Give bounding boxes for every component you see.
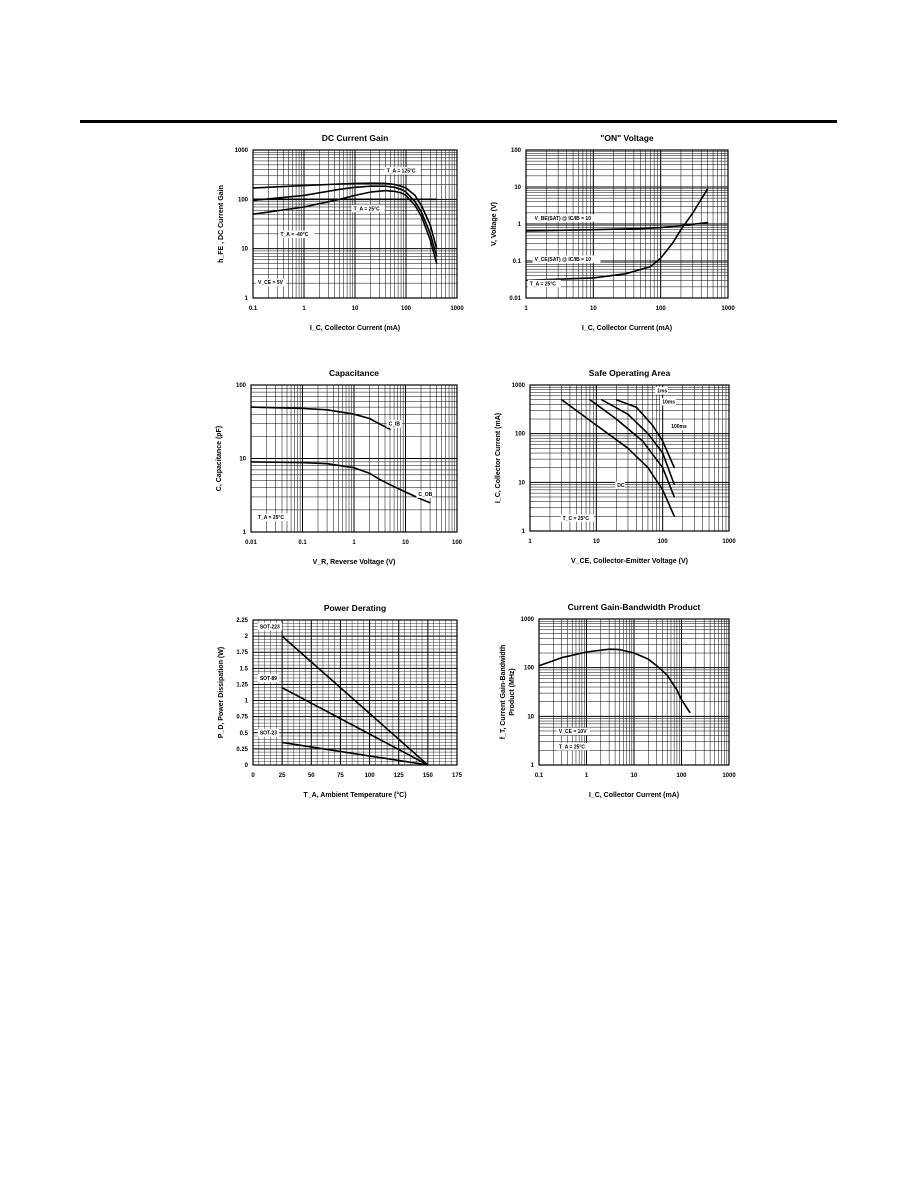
capacitance-x-tick-label: 100 [451, 540, 463, 546]
soa-point [674, 496, 675, 497]
soa-point [674, 516, 675, 517]
capacitance-point [378, 478, 379, 479]
dc-gain-x-tick-label: 100 [400, 306, 412, 312]
dc-gain-point [414, 195, 415, 196]
power-derating-y-tick-label: 1 [244, 698, 248, 705]
dc-gain-point [370, 186, 371, 187]
soa-point [662, 452, 663, 453]
gain-bandwidth-x-tick-label: 100 [676, 773, 687, 779]
soa-annotation-0: 1ms [657, 388, 668, 395]
soa-point [662, 441, 663, 442]
dc-gain-point [354, 183, 355, 184]
soa-point [662, 489, 663, 490]
on-voltage-x-axis-label: I_C, Collector Current (mA) [581, 325, 673, 332]
soa-frame [530, 385, 729, 531]
soa-point [561, 399, 562, 400]
on-voltage-point [593, 277, 594, 278]
power-derating-y-tick-label: 1.75 [236, 650, 248, 657]
gain-bandwidth-y-axis-label-2: Product (MHz) [509, 668, 516, 716]
soa-point [674, 484, 675, 485]
dc-gain-point [394, 187, 395, 188]
capacitance-x-tick-label: 1 [352, 540, 356, 546]
capacitance-point [420, 499, 421, 500]
on-voltage-point [625, 273, 626, 274]
power-derating-y-tick-label: 2.25 [236, 618, 248, 624]
dc-gain-x-axis-label: I_C, Collector Current (mA) [309, 325, 401, 332]
dc-gain-y-axis-label: h_FE , DC Current Gain [218, 185, 225, 263]
gain-bandwidth-point [619, 649, 620, 650]
power-derating-y-tick-label: 2 [244, 634, 248, 641]
gain-bandwidth-x-tick-label: 1 [584, 773, 589, 779]
dc-gain-point [400, 186, 401, 187]
dc-gain-point [430, 225, 431, 226]
dc-gain-point [400, 189, 401, 190]
dc-gain-point [421, 205, 422, 206]
capacitance-point [326, 463, 327, 464]
on-voltage-y-tick-label: 1 [517, 222, 521, 228]
dc-gain-point [430, 233, 431, 234]
dc-gain-point [436, 248, 437, 249]
gain-bandwidth-annotation-0: V_CE = 10V [558, 729, 587, 736]
soa-annotation-1: 10ms [662, 399, 675, 406]
power-derating-x-tick-label: 25 [278, 773, 286, 779]
power-derating-y-tick-label: 0.5 [239, 730, 248, 737]
dc-gain-y-tick-label: 100 [237, 197, 248, 204]
power-derating-annotation-2: SOT-23 [259, 730, 278, 737]
dc-gain-point [354, 199, 355, 200]
gain-bandwidth-x-tick-label: 1000 [722, 773, 736, 779]
capacitance-point [302, 462, 303, 463]
on-voltage-title: "ON" Voltage [600, 133, 654, 143]
on-voltage-x-tick-label: 100 [655, 306, 666, 312]
soa-point [627, 414, 628, 415]
capacitance-annotation-2: T_A = 25°C [257, 515, 285, 522]
on-voltage-x-tick-label: 1000 [721, 306, 735, 312]
power-derating-y-tick-label: 0 [244, 763, 248, 769]
power-derating-y-tick-label: 1.25 [236, 682, 248, 689]
soa-x-tick-label: 1000 [722, 539, 736, 545]
dc-gain-y-tick-label: 1 [244, 296, 248, 302]
on-voltage-point [640, 228, 641, 229]
gain-bandwidth-y-tick-label: 1 [530, 763, 534, 769]
gain-bandwidth-y-tick-label: 1000 [520, 617, 534, 623]
power-derating-y-tick-label: 0.25 [236, 746, 248, 753]
dc-gain-series-1 [253, 186, 437, 256]
on-voltage-point [660, 227, 661, 228]
on-voltage-point [660, 257, 661, 258]
capacitance-point [389, 484, 390, 485]
on-voltage-point [525, 280, 526, 281]
dc-gain-point [385, 190, 386, 191]
dc-gain-point [405, 192, 406, 193]
soa-annotation-2: 100ms [671, 424, 687, 431]
gain-bandwidth-annotation-1: T_A = 25°C [558, 744, 586, 751]
dc-gain-x-tick-label: 1000 [450, 306, 464, 312]
capacitance-annotation-1: C_OB [418, 491, 433, 498]
capacitance-point [302, 408, 303, 409]
power-derating-y-tick-label: 0.75 [236, 714, 248, 721]
dc-gain-point [414, 201, 415, 202]
on-voltage-point [680, 225, 681, 226]
on-voltage-point [525, 230, 526, 231]
gain-bandwidth-point [681, 699, 682, 700]
dc-gain-point [394, 191, 395, 192]
soa-point [642, 441, 643, 442]
dc-gain-point [414, 205, 415, 206]
capacitance-point [250, 461, 251, 462]
dc-gain-point [370, 192, 371, 193]
soa-point [589, 399, 590, 400]
power-derating-x-tick-label: 0 [251, 773, 255, 779]
gain-bandwidth-point [586, 651, 587, 652]
on-voltage-annotation-1: V_CE(SAT) @ IC/IB = 10 [534, 257, 592, 263]
dc-gain-point [370, 183, 371, 184]
gain-bandwidth-y-tick-label: 100 [523, 665, 534, 672]
dc-gain-point [385, 183, 386, 184]
power-derating-x-tick-label: 175 [451, 773, 463, 779]
dc-gain-y-tick-label: 10 [241, 246, 248, 253]
dc-gain-point [385, 186, 386, 187]
power-derating-x-tick-label: 125 [393, 773, 404, 779]
power-derating-x-tick-label: 100 [364, 773, 375, 779]
dc-gain-point [354, 195, 355, 196]
dc-gain-point [400, 192, 401, 193]
dc-gain-point [303, 206, 304, 207]
capacitance-point [405, 491, 406, 492]
capacitance-y-tick-label: 100 [235, 383, 246, 389]
gain-bandwidth-point [676, 689, 677, 690]
on-voltage-x-tick-label: 1 [524, 306, 528, 312]
dc-gain-point [252, 187, 253, 188]
capacitance-x-tick-label: 0.1 [298, 540, 307, 546]
dc-gain-x-tick-label: 0.1 [248, 306, 258, 312]
dc-gain-point [303, 195, 304, 196]
on-voltage-point [680, 229, 681, 230]
power-derating-point [282, 742, 283, 743]
capacitance-point [429, 502, 430, 503]
power-derating-annotation-1: SOT-89 [259, 675, 278, 682]
on-voltage-annotation-2: T_A = 25°C [529, 281, 556, 288]
power-derating-title: Power Derating [323, 603, 387, 613]
dc-gain-point [436, 256, 437, 257]
capacitance-point [326, 409, 327, 410]
power-derating-point [282, 636, 283, 637]
power-derating-y-tick-label: 1.5 [239, 666, 248, 673]
on-voltage-point [650, 266, 651, 267]
power-derating-x-tick-label: 150 [422, 773, 433, 779]
dc-gain-point [303, 185, 304, 186]
gain-bandwidth-point [648, 658, 649, 659]
dc-gain-point [339, 183, 340, 184]
dc-gain-point [421, 216, 422, 217]
soa-point [647, 467, 648, 468]
capacitance-point [369, 418, 370, 419]
capacitance-point [250, 407, 251, 408]
soa-point [596, 424, 597, 425]
dc-gain-point [436, 199, 437, 200]
gain-bandwidth-y-axis-label: f_T, Current Gain-Bandwidth [500, 644, 507, 740]
dc-gain-point [252, 214, 253, 215]
gain-bandwidth-point [656, 665, 657, 666]
capacitance-y-tick-label: 10 [239, 456, 246, 463]
capacitance-point [353, 467, 354, 468]
dc-gain-series-0 [253, 183, 437, 249]
power-derating-x-tick-label: 75 [337, 773, 344, 779]
gain-bandwidth-y-tick-label: 10 [527, 714, 534, 721]
dc-gain-point [421, 212, 422, 213]
on-voltage-x-tick-label: 10 [589, 306, 597, 312]
soa-point [647, 433, 648, 434]
gain-bandwidth-point [633, 652, 634, 653]
gain-bandwidth-point [689, 712, 690, 713]
on-voltage-y-tick-label: 0.1 [512, 259, 521, 265]
power-derating-x-axis-label: T_A, Ambient Temperature (°C) [303, 792, 407, 799]
dc-gain-point [405, 187, 406, 188]
dc-gain-annotation-0: T_A = 125°C [386, 168, 416, 175]
dc-gain-point [436, 263, 437, 264]
capacitance-point [378, 423, 379, 424]
soa-point [636, 407, 637, 408]
soa-point [627, 448, 628, 449]
on-voltage-point [593, 229, 594, 230]
capacitance-point [369, 473, 370, 474]
gain-bandwidth-x-axis-label: I_C, Collector Current (mA) [588, 792, 680, 799]
dc-gain-annotation-2: T_A = -40°C [280, 232, 309, 239]
on-voltage-annotation-0: V_BE(SAT) @ IC/IB = 10 [534, 215, 592, 222]
dc-gain-y-tick-label: 1000 [234, 148, 248, 154]
soa-point [616, 399, 617, 400]
soa-x-axis-label: V_CE, Collector-Emitter Voltage (V) [571, 558, 688, 565]
capacitance-x-tick-label: 10 [402, 540, 409, 546]
power-derating-point [282, 687, 283, 688]
dc-gain-point [354, 187, 355, 188]
capacitance-y-axis-label: C, Capacitance (pF) [216, 425, 223, 492]
soa-y-tick-label: 100 [514, 431, 525, 438]
soa-y-tick-label: 10 [518, 480, 525, 487]
dc-gain-point [252, 199, 253, 200]
on-voltage-point [692, 212, 693, 213]
soa-x-tick-label: 100 [657, 539, 668, 545]
dc-gain-x-tick-label: 1 [302, 306, 306, 312]
on-voltage-point [672, 243, 673, 244]
capacitance-point [389, 429, 390, 430]
power-derating-annotation-0: SOT-223 [259, 624, 280, 631]
on-voltage-point [707, 188, 708, 189]
capacitance-point [353, 414, 354, 415]
dc-gain-annotation-1: T_A = 25°C [353, 206, 380, 213]
soa-point [652, 424, 653, 425]
dc-gain-x-tick-label: 10 [351, 306, 359, 312]
power-derating-point [427, 764, 428, 765]
soa-series-0 [562, 400, 675, 517]
soa-point [662, 467, 663, 468]
soa-y-tick-label: 1000 [511, 383, 525, 389]
gain-bandwidth-point [561, 657, 562, 658]
on-voltage-y-axis-label: V, Voltage (V) [491, 202, 498, 246]
soa-point [616, 418, 617, 419]
soa-title: Safe Operating Area [588, 368, 671, 378]
soa-x-tick-label: 10 [592, 539, 600, 545]
capacitance-y-tick-label: 1 [242, 530, 246, 536]
gain-bandwidth-x-tick-label: 0.1 [534, 773, 544, 779]
capacitance-annotation-0: C_IB [388, 421, 401, 428]
on-voltage-point [707, 222, 708, 223]
on-voltage-y-tick-label: 0.01 [509, 296, 521, 302]
soa-annotation-4: T_C = 25°C [562, 515, 589, 522]
soa-point [674, 467, 675, 468]
gain-bandwidth-title: Current Gain-Bandwidth Product [567, 602, 701, 612]
dc-gain-point [405, 199, 406, 200]
power-derating-y-axis-label: P_D, Power Dissipation (W) [218, 646, 225, 739]
power-derating-x-tick-label: 50 [307, 773, 315, 779]
on-voltage-y-tick-label: 100 [510, 148, 521, 154]
soa-point [601, 399, 602, 400]
soa-y-axis-label: I_C, Collector Current (mA) [495, 412, 502, 504]
gain-bandwidth-point [609, 649, 610, 650]
capacitance-x-axis-label: V_R, Reverse Voltage (V) [312, 559, 396, 566]
capacitance-x-tick-label: 0.01 [245, 540, 257, 546]
dc-gain-annotation-3: V_CE = 5V [258, 280, 283, 287]
soa-y-tick-label: 1 [521, 529, 525, 535]
gain-bandwidth-point [667, 675, 668, 676]
on-voltage-y-tick-label: 10 [514, 185, 521, 191]
gain-bandwidth-point [538, 665, 539, 666]
dc-gain-point [394, 184, 395, 185]
soa-annotation-3: DC [617, 483, 625, 490]
dc-gain-point [405, 195, 406, 196]
dc-gain-point [339, 189, 340, 190]
gain-bandwidth-x-tick-label: 10 [630, 773, 638, 779]
capacitance-title: Capacitance [328, 368, 380, 378]
dc-gain-title: DC Current Gain [321, 133, 389, 143]
dc-gain-point [430, 239, 431, 240]
soa-x-tick-label: 1 [528, 539, 532, 545]
